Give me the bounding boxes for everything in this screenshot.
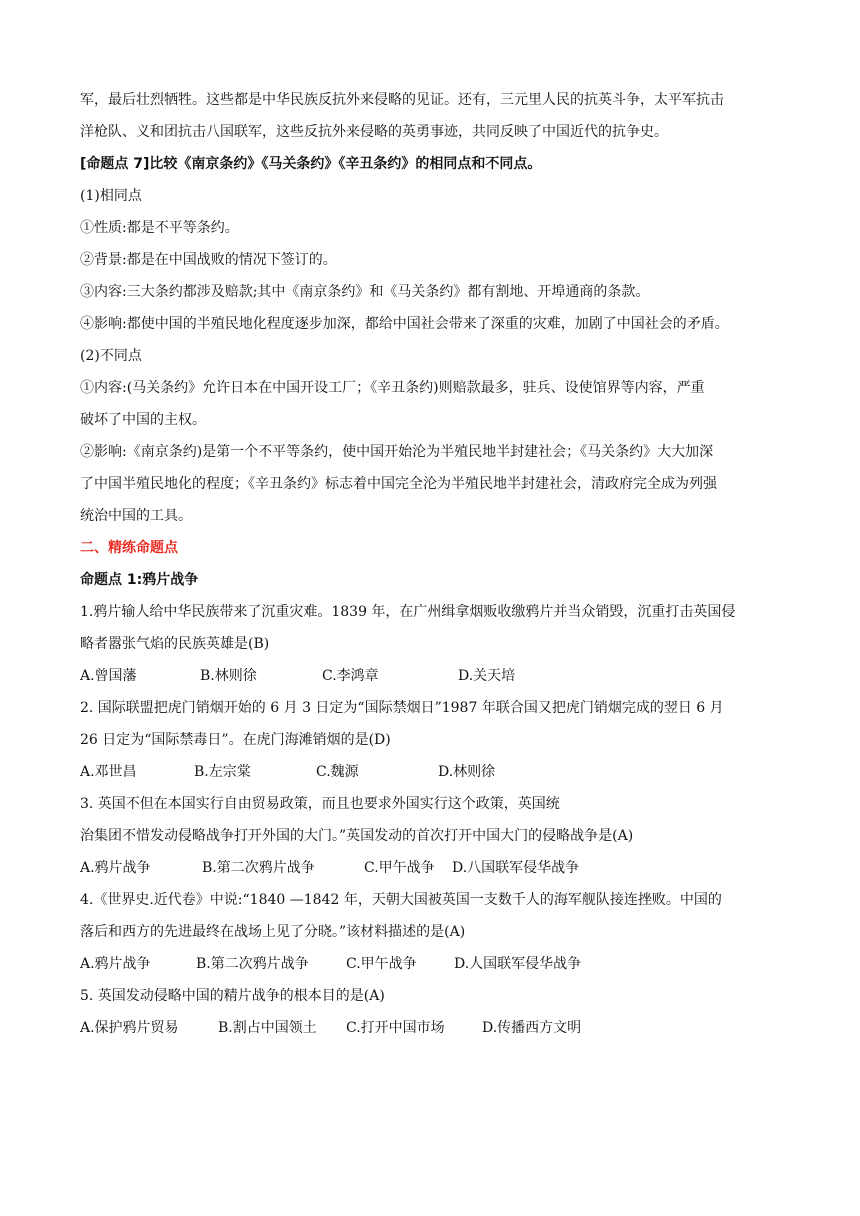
options-row — [80, 1012, 780, 1044]
same-item: ②背景:都是在中国战败的情况下签订的。 — [80, 252, 337, 268]
same-heading: (1)相同点 — [80, 188, 142, 204]
question-line: 2. 国际联盟把虎门销烟开始的 6 月 3 日定为“国际禁烟日”1987 年联合国又把虎门销烟完成的翌日 6 月 — [80, 700, 724, 716]
option: B.第二次鸦片战争 — [196, 956, 309, 972]
diff-item-line: 破坏了中国的主权。 — [80, 412, 206, 428]
option: A.保护鸦片贸易 — [80, 1020, 179, 1036]
question-line: 1.鸦片输人给中华民族带来了沉重灾难。1839 年，在广州缉拿烟贩收缴鸦片并当众销毁，沉重打击英国侵 — [80, 604, 736, 620]
option: C.甲午战争 — [346, 956, 417, 972]
option: A.鸦片战争 — [80, 956, 151, 972]
option: C.打开中国市场 — [346, 1020, 445, 1036]
options-row — [80, 660, 780, 692]
document-page — [80, 84, 780, 1044]
question-line: 治集团不惜发动侵略战争打开外国的大门。”英国发动的首次打开中国大门的侵略战争是(A) — [80, 828, 634, 844]
option: B.割占中国领土 — [218, 1020, 317, 1036]
option: D.关天培 — [458, 668, 516, 684]
option: C.魏源 — [316, 764, 359, 780]
option: D.八国联军侵华战争 — [452, 860, 580, 876]
diff-item-line: ①内容:(马关条约》允许日本在中国开设工厂；《辛丑条约)则赔款最多，驻兵、设使馆界等内容，严重 — [80, 380, 705, 396]
option: C.甲午战争 — [364, 860, 435, 876]
question-line: 略者嚣张气焰的民族英雄是(B) — [80, 636, 270, 652]
option: D.林则徐 — [438, 764, 496, 780]
diff-item-line: ②影响:《南京条约)是第一个不平等条约，使中国开始沦为半殖民地半封建社会；《马关条约》大大加深 — [80, 444, 714, 460]
option: D.传播西方文明 — [482, 1020, 582, 1036]
question-line: 5. 英国发动侵略中国的精片战争的根本目的是(A) — [80, 988, 385, 1004]
same-item: ④影响:都使中国的半殖民地化程度逐步加深，都给中国社会带来了深重的灾难，加剧了中国社会的矛盾。 — [80, 316, 729, 332]
same-item: ①性质:都是不平等条约。 — [80, 220, 239, 236]
question-line: 落后和西方的先进最终在战场上见了分晓。”该材料描述的是(A) — [80, 924, 466, 940]
intro-line: 军，最后壮烈牺牲。这些都是中华民族反抗外来侵略的见证。还有，三元里人民的抗英斗争，太平军抗击 — [80, 92, 724, 108]
option: B.林则徐 — [200, 668, 257, 684]
options-row — [80, 948, 780, 980]
question-line: 4.《世界史.近代卷》中说:“1840 —1842 年，天朝大国被英国一支数千人的海军舰队接连挫败。中国的 — [80, 892, 722, 908]
point1-title: 命题点 1:鸦片战争 — [80, 572, 199, 588]
question-line: 3. 英国不但在本国实行自由贸易政策，而且也要求外国实行这个政策，英国统 — [80, 796, 560, 812]
diff-item-line: 统治中国的工具。 — [80, 508, 192, 524]
options-row — [80, 756, 780, 788]
option: B.左宗棠 — [194, 764, 251, 780]
option: B.第二次鸦片战争 — [202, 860, 315, 876]
intro-line: 洋枪队、义和团抗击八国联军，这些反抗外来侵略的英勇事迹，共同反映了中国近代的抗争史。 — [80, 124, 668, 140]
option: C.李鸿章 — [322, 668, 379, 684]
diff-heading: (2)不同点 — [80, 348, 142, 364]
option: A.邓世昌 — [80, 764, 137, 780]
option: D.人国联军侵华战争 — [454, 956, 582, 972]
option: A.曾国藩 — [80, 668, 137, 684]
same-item: ③内容:三大条约都涉及赔款;其中《南京条约》和《马关条约》都有割地、开埠通商的条款。 — [80, 284, 650, 300]
diff-item-line: 了中国半殖民地化的程度；《辛丑条约》标志着中国完全沦为半殖民地半封建社会，清政府完全成为列强 — [80, 476, 717, 492]
point7-title: [命题点 7]比较《南京条约》《马关条约》《辛丑条约》的相同点和不同点。 — [80, 156, 542, 172]
option: A.鸦片战争 — [80, 860, 151, 876]
section-title: 二、精练命题点 — [80, 540, 178, 556]
question-line: 26 日定为“国际禁毒日”。在虎门海滩销烟的是(D) — [80, 732, 391, 748]
options-row — [80, 852, 780, 884]
